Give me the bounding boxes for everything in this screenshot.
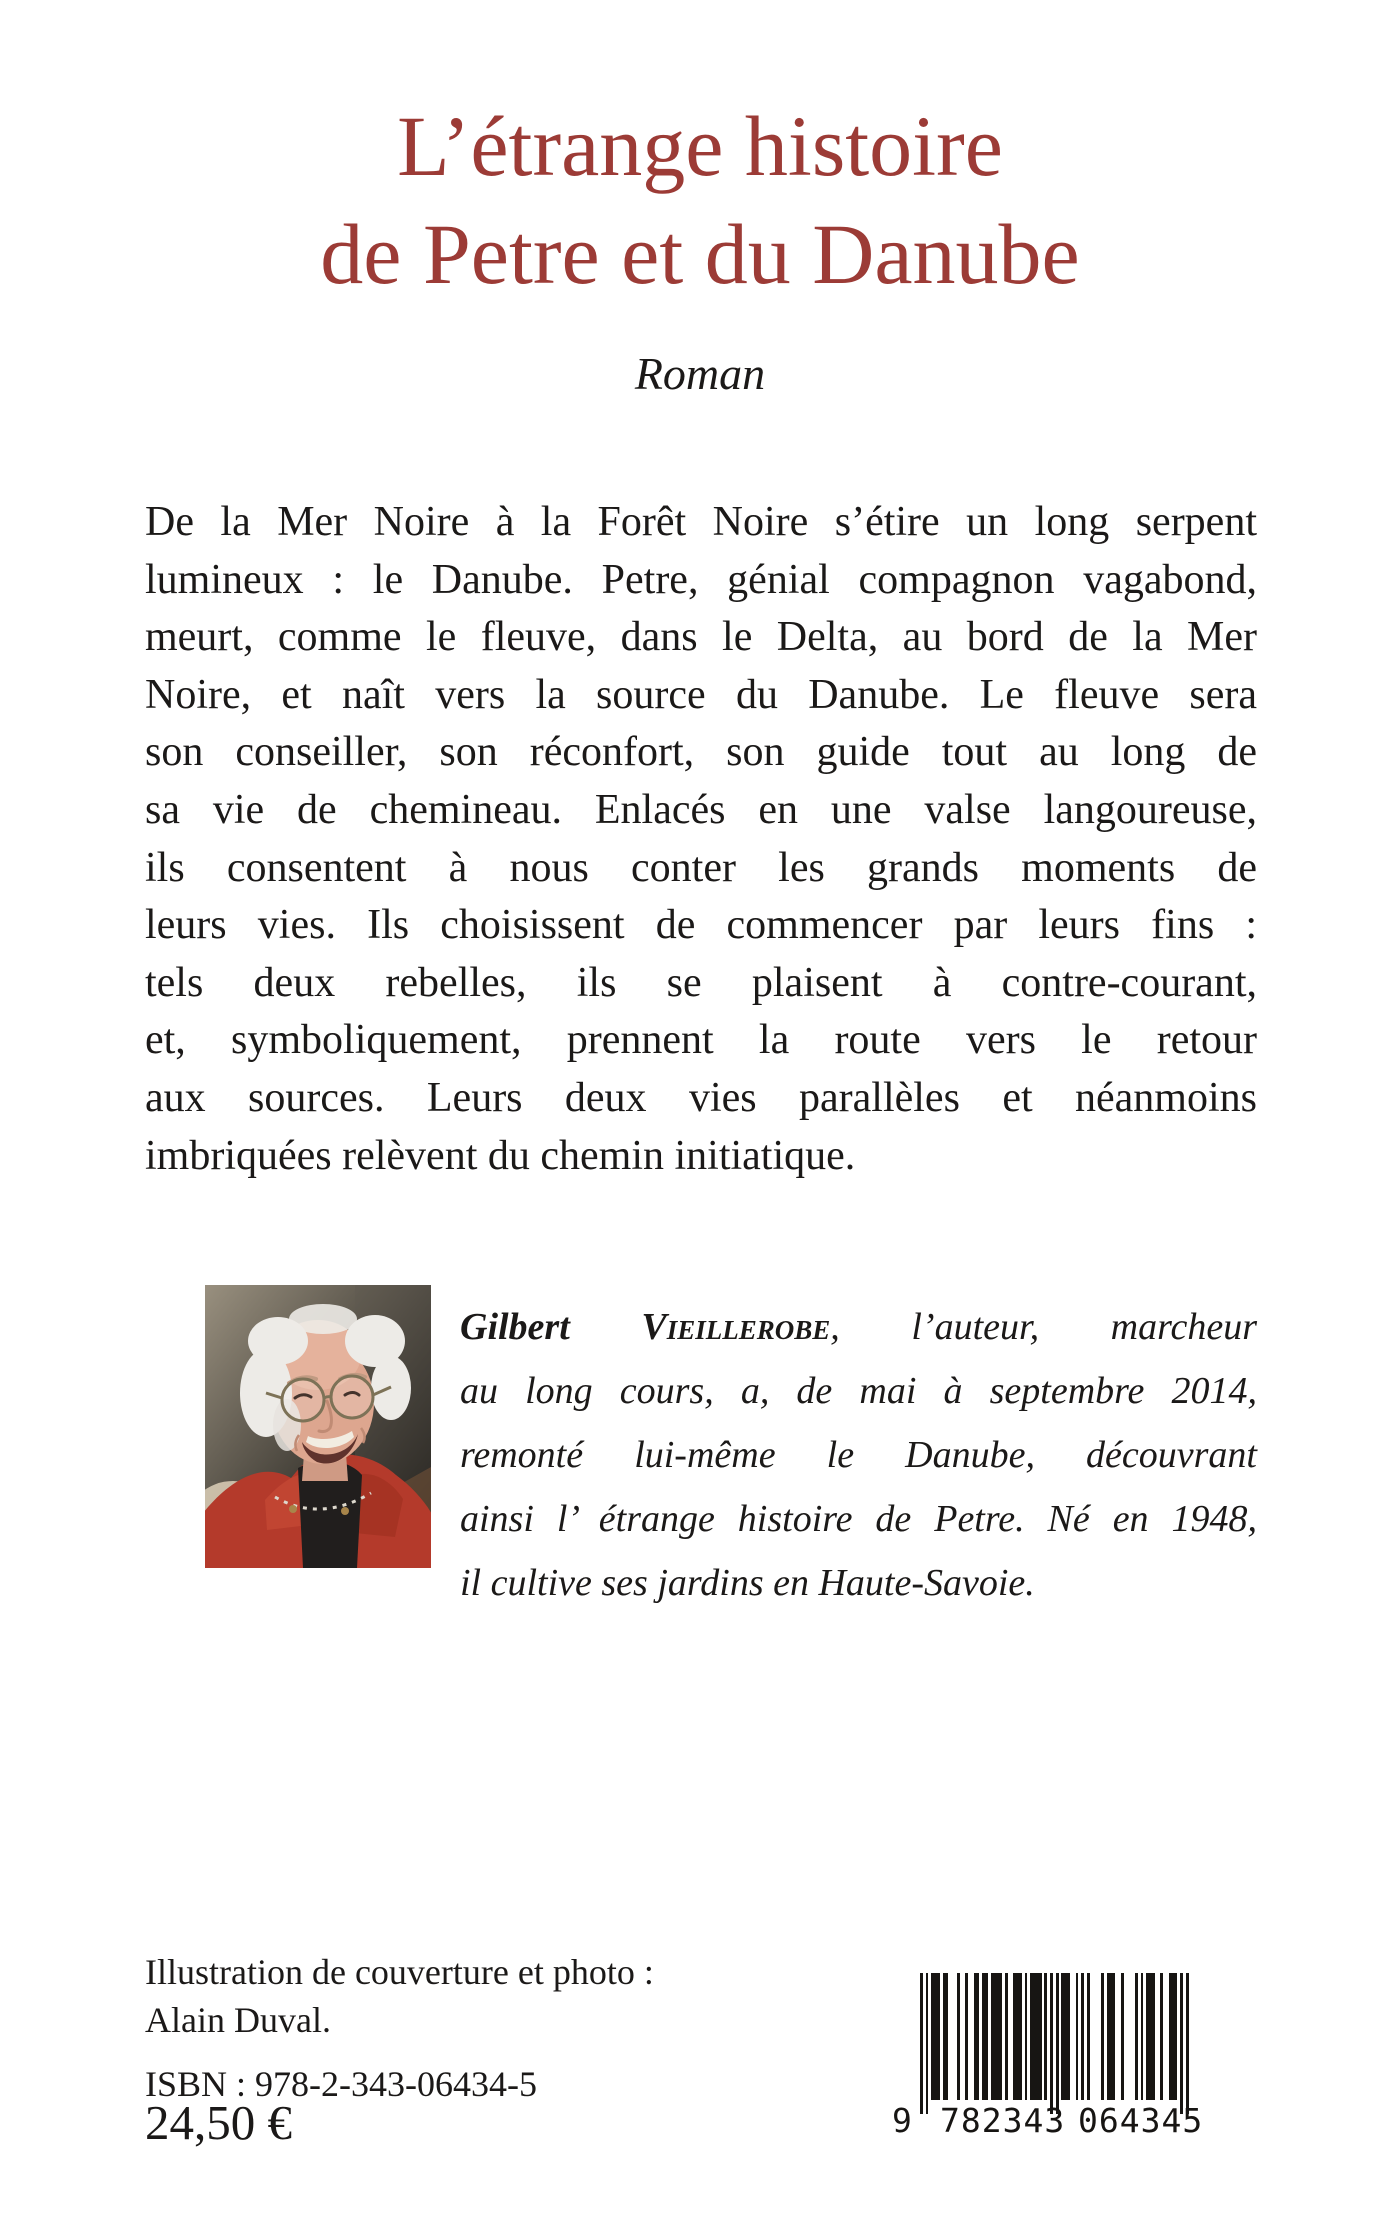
synopsis-line: sa vie de chemineau. Enlacés en une valse langoureuse, xyxy=(145,786,1257,833)
barcode-digits-left-group: 782343 xyxy=(940,2101,1066,2140)
synopsis-line: tels deux rebelles, ils se plaisent à contre-courant, xyxy=(145,959,1257,1006)
bio-line: au long cours, a, de mai à septembre 2014, xyxy=(460,1370,1257,1412)
author-first-name: Gilbert xyxy=(460,1306,570,1348)
price-text: 24,50 € xyxy=(145,2095,292,2150)
bio-lines xyxy=(460,1359,1257,1615)
cover-credits xyxy=(145,1948,765,2044)
bio-line: ainsi l’ étrange histoire de Petre. Né en 1948, xyxy=(460,1498,1257,1540)
author-bio xyxy=(460,1295,1257,1615)
book-title-line2: de Petre et du Danube xyxy=(320,206,1080,302)
book-title xyxy=(0,92,1400,308)
credits-line1: Illustration de couverture et photo : xyxy=(145,1952,654,1992)
synopsis-line: leurs vies. Ils choisissent de commencer par leurs fins : xyxy=(145,902,1257,949)
synopsis-line: lumineux : le Danube. Petre, génial compagnon vagabond, xyxy=(145,556,1257,603)
bio-line1-rest: , l’auteur, marcheur xyxy=(830,1306,1257,1348)
synopsis-line: son conseiller, son réconfort, son guide tout au long de xyxy=(145,729,1257,776)
bio-line xyxy=(460,1295,1257,1359)
isbn-text: ISBN : 978-2-343-06434-5 xyxy=(145,2064,537,2104)
barcode-digits-right-group: 064345 xyxy=(1078,2101,1204,2140)
author-last-name: Vieillerobe xyxy=(641,1306,831,1348)
synopsis-line: meurt, comme le fleuve, dans le Delta, au bord de la Mer xyxy=(145,614,1257,661)
barcode-digit-leading: 9 xyxy=(892,2101,913,2140)
synopsis-line: ils consentent à nous conter les grands moments de xyxy=(145,844,1257,891)
synopsis-line: Noire, et naît vers la source du Danube. Le fleuve sera xyxy=(145,671,1257,718)
barcode-bars xyxy=(920,1973,1190,2114)
synopsis-line: et, symboliquement, prennent la route vers le retour xyxy=(145,1017,1257,1064)
bio-line: il cultive ses jardins en Haute-Savoie. xyxy=(460,1562,1035,1604)
synopsis-line: imbriquées relèvent du chemin initiatique. xyxy=(145,1132,856,1179)
barcode-digits xyxy=(892,2101,1222,2141)
credits-line2: Alain Duval. xyxy=(145,2000,331,2040)
book-title-line1: L’étrange histoire xyxy=(397,98,1003,194)
synopsis-line: aux sources. Leurs deux vies parallèles et néanmoins xyxy=(145,1074,1257,1121)
bio-line: remonté lui-même le Danube, découvrant xyxy=(460,1434,1257,1476)
author-photo xyxy=(205,1285,431,1568)
synopsis-line: De la Mer Noire à la Forêt Noire s’étire un long serpent xyxy=(145,499,1257,545)
barcode xyxy=(892,1973,1222,2143)
genre-label: Roman xyxy=(634,348,766,399)
synopsis-paragraph xyxy=(145,494,1257,1185)
